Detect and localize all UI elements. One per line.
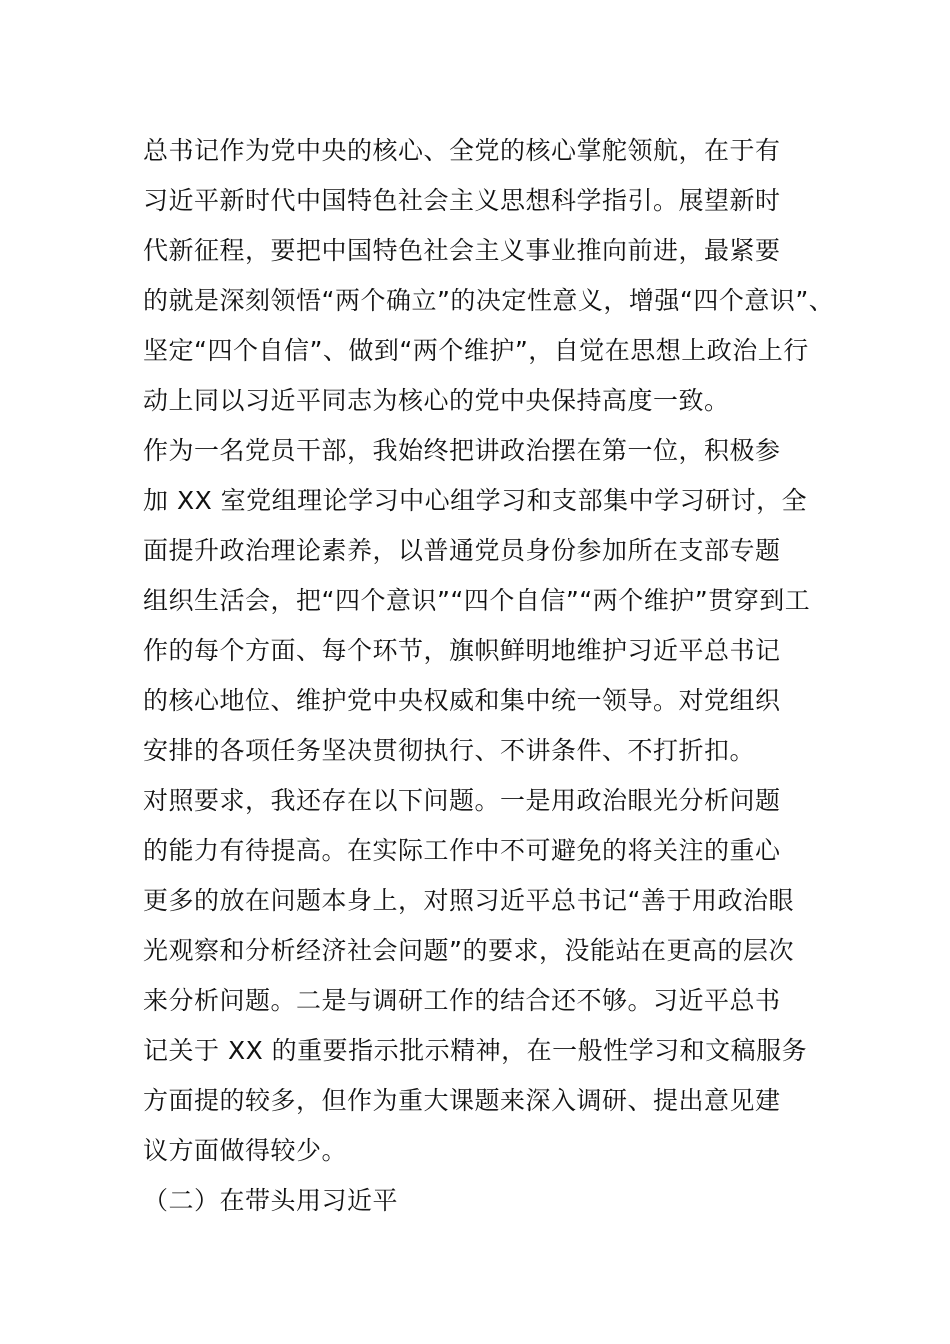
text-line: 组织生活会，把“四个意识”“四个自信”“两个维护”贯穿到工: [143, 586, 811, 615]
text-line: 坚定“四个自信”、做到“两个维护”，自觉在思想上政治上行: [143, 336, 809, 365]
text-line: 更多的放在问题本身上，对照习近平总书记“善于用政治眼: [143, 886, 794, 915]
paragraph-party-member-duty: [143, 426, 843, 776]
paragraph-core-leadership: [143, 126, 843, 426]
paragraph-existing-problems: [143, 776, 843, 1176]
text-line: 记关于 XX 的重要指示批示精神，在一般性学习和文稿服务: [143, 1036, 808, 1065]
text-line: 安排的各项任务坚决贯彻执行、不讲条件、不打折扣。: [143, 736, 756, 765]
section-heading: （二）在带头用习近平: [143, 1186, 399, 1215]
text-line: 的能力有待提高。在实际工作中不可避免的将关注的重心: [143, 836, 781, 865]
text-line: 习近平新时代中国特色社会主义思想科学指引。展望新时: [143, 186, 781, 215]
document-body: [143, 126, 843, 1226]
text-line: 作的每个方面、每个环节，旗帜鲜明地维护习近平总书记: [143, 636, 781, 665]
text-line: 面提升政治理论素养，以普通党员身份参加所在支部专题: [143, 536, 781, 565]
text-line: 加 XX 室党组理论学习中心组学习和支部集中学习研讨，全: [143, 486, 808, 515]
text-line: 议方面做得较少。: [143, 1136, 348, 1165]
text-line: 对照要求，我还存在以下问题。一是用政治眼光分析问题: [143, 786, 781, 815]
text-line: 的就是深刻领悟“两个确立”的决定性意义，增强“四个意识”、: [143, 286, 835, 315]
text-line: 光观察和分析经济社会问题”的要求，没能站在更高的层次: [143, 936, 794, 965]
text-line: 来分析问题。二是与调研工作的结合还不够。习近平总书: [143, 986, 781, 1015]
text-line: 方面提的较多，但作为重大课题来深入调研、提出意见建: [143, 1086, 781, 1115]
text-line: 代新征程，要把中国特色社会主义事业推向前进，最紧要: [143, 236, 781, 265]
text-line: 总书记作为党中央的核心、全党的核心掌舵领航，在于有: [143, 136, 781, 165]
text-line: 作为一名党员干部，我始终把讲政治摆在第一位，积极参: [143, 436, 781, 465]
text-line: 动上同以习近平同志为核心的党中央保持高度一致。: [143, 386, 730, 415]
text-line: 的核心地位、维护党中央权威和集中统一领导。对党组织: [143, 686, 781, 715]
section-heading-two: [143, 1176, 843, 1226]
